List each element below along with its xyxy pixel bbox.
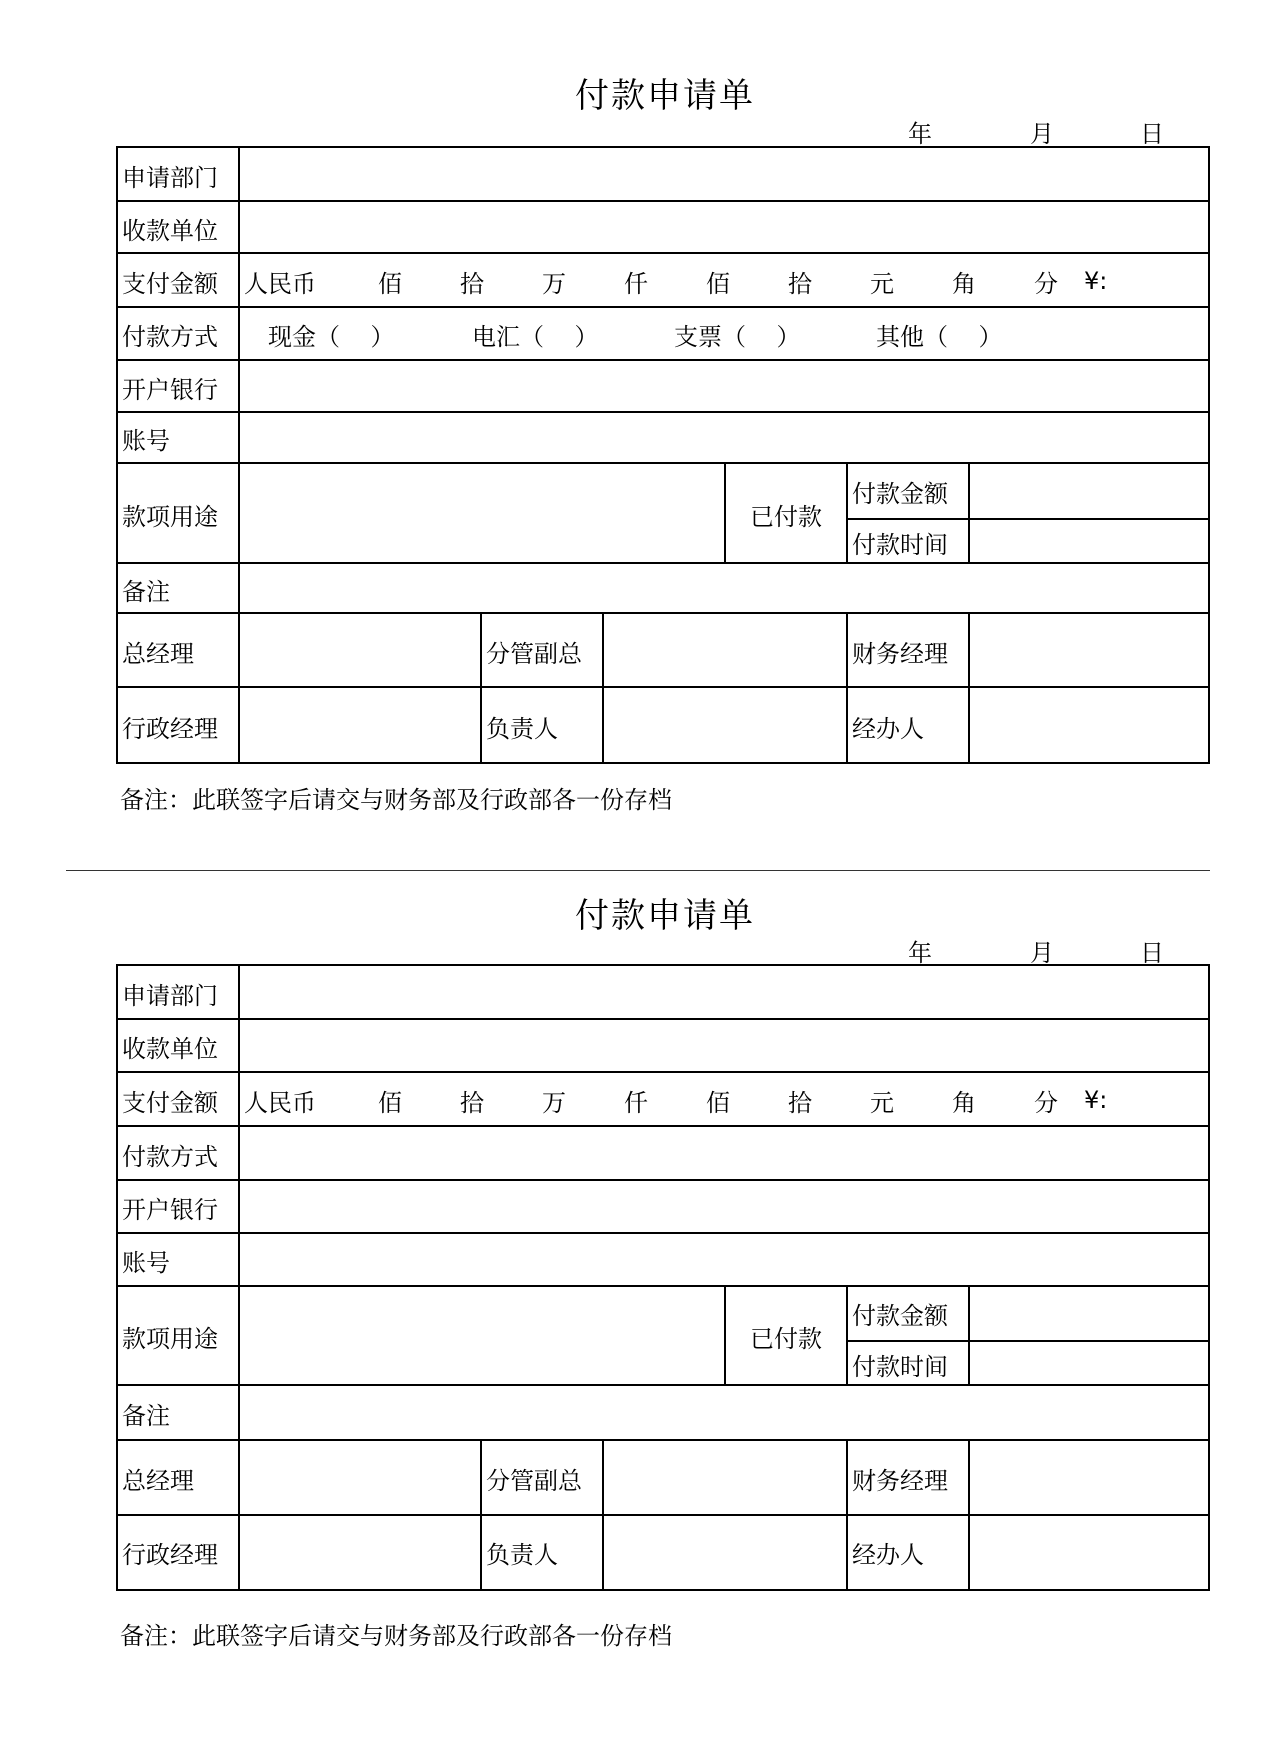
label-general-manager: 总经理	[122, 1467, 194, 1495]
label-remark: 备注	[122, 1402, 170, 1430]
label-account: 账号	[122, 1249, 170, 1277]
label-finance-manager: 财务经理	[852, 1467, 948, 1495]
label-paid: 已付款	[750, 1325, 822, 1353]
unit-shi: 拾	[788, 1088, 812, 1117]
label-bank: 开户银行	[122, 375, 218, 404]
row-department	[118, 966, 1208, 1020]
option-check[interactable]: 支票（ ）	[674, 323, 801, 351]
unit-rmb: 人民币	[244, 1088, 316, 1117]
label-department: 申请部门	[122, 981, 218, 1010]
remark-field[interactable]	[240, 1386, 1208, 1441]
payment-method-field[interactable]	[240, 1127, 1208, 1181]
row-purpose	[118, 462, 1208, 564]
admin-manager-signature[interactable]	[240, 688, 480, 764]
label-account: 账号	[122, 427, 170, 455]
row-signatures-1	[118, 1439, 1208, 1516]
label-remark: 备注	[122, 577, 170, 606]
label-finance-manager: 财务经理	[852, 639, 948, 668]
unit-shi: 拾	[788, 269, 812, 298]
row-signatures-1	[118, 612, 1208, 688]
option-other[interactable]: 其他（ ）	[876, 323, 1003, 351]
unit-yuan: 元	[870, 269, 894, 298]
form-table	[116, 964, 1210, 1591]
label-amount: 支付金额	[122, 269, 218, 298]
unit-qian: 仟	[624, 269, 648, 298]
unit-bai: 佰	[706, 1088, 730, 1117]
label-payment-method: 付款方式	[122, 323, 218, 351]
unit-jiao: 角	[952, 1088, 976, 1117]
row-purpose	[118, 1285, 1208, 1386]
footer-note: 备注：此联签字后请交与财务部及行政部各一份存档	[120, 786, 672, 814]
unit-jiao: 角	[952, 269, 976, 298]
unit-wan: 万	[542, 1088, 566, 1117]
label-handler: 经办人	[852, 714, 924, 743]
purpose-field[interactable]	[240, 464, 724, 564]
handler-signature[interactable]	[970, 1516, 1208, 1589]
label-payee: 收款单位	[122, 216, 218, 245]
row-signatures-2	[118, 686, 1208, 764]
unit-wan: 万	[542, 269, 566, 298]
paid-amount-field[interactable]	[970, 464, 1208, 518]
unit-bai: 佰	[706, 269, 730, 298]
date-day-label: 日	[1140, 939, 1164, 967]
option-cash[interactable]: 现金（ ）	[268, 323, 395, 351]
row-signatures-2	[118, 1514, 1208, 1589]
label-paid-amount: 付款金额	[852, 1302, 948, 1330]
purpose-field[interactable]	[240, 1287, 724, 1386]
amount-field[interactable]	[240, 254, 1208, 308]
amount-field[interactable]	[240, 1073, 1208, 1127]
bank-field[interactable]	[240, 361, 1208, 413]
unit-qian: 仟	[624, 1088, 648, 1117]
unit-bai-wan: 佰	[378, 269, 402, 298]
label-department: 申请部门	[122, 163, 218, 192]
payee-field[interactable]	[240, 1020, 1208, 1073]
paid-time-field[interactable]	[970, 1342, 1208, 1386]
label-person-in-charge: 负责人	[486, 714, 558, 743]
row-account	[118, 411, 1208, 464]
form-title: 付款申请单	[575, 76, 755, 116]
label-payment-method: 付款方式	[122, 1142, 218, 1171]
row-payee	[118, 1018, 1208, 1073]
paid-amount-field[interactable]	[970, 1287, 1208, 1340]
row-payment-method	[118, 306, 1208, 361]
date-year-label: 年	[908, 939, 932, 967]
admin-manager-signature[interactable]	[240, 1516, 480, 1589]
label-vice-president: 分管副总	[486, 639, 582, 668]
row-department	[118, 148, 1208, 202]
remark-field[interactable]	[240, 564, 1208, 614]
label-payee: 收款单位	[122, 1035, 218, 1063]
unit-shi-wan: 拾	[460, 269, 484, 298]
date-month-label: 月	[1030, 939, 1054, 967]
label-paid-time: 付款时间	[852, 530, 948, 559]
finance-manager-signature[interactable]	[970, 1441, 1208, 1516]
label-purpose: 款项用途	[122, 1325, 218, 1353]
label-person-in-charge: 负责人	[486, 1541, 558, 1569]
bank-field[interactable]	[240, 1181, 1208, 1234]
department-field[interactable]	[240, 148, 1208, 202]
label-admin-manager: 行政经理	[122, 714, 218, 743]
date-month-label: 月	[1030, 120, 1054, 148]
footer-note: 备注：此联签字后请交与财务部及行政部各一份存档	[120, 1622, 672, 1650]
label-amount: 支付金额	[122, 1088, 218, 1117]
unit-shi-wan: 拾	[460, 1088, 484, 1117]
label-purpose: 款项用途	[122, 502, 218, 531]
label-general-manager: 总经理	[122, 639, 194, 668]
row-amount	[118, 1071, 1208, 1127]
row-payee	[118, 200, 1208, 254]
label-bank: 开户银行	[122, 1196, 218, 1224]
row-payment-method	[118, 1125, 1208, 1181]
department-field[interactable]	[240, 966, 1208, 1020]
unit-yuan: 元	[870, 1088, 894, 1117]
yen-symbol: ¥:	[1084, 267, 1108, 295]
row-bank	[118, 1179, 1208, 1234]
label-paid-time: 付款时间	[852, 1352, 948, 1381]
finance-manager-signature[interactable]	[970, 614, 1208, 688]
handler-signature[interactable]	[970, 688, 1208, 764]
label-paid: 已付款	[750, 502, 822, 531]
yen-symbol: ¥:	[1084, 1086, 1108, 1114]
vice-president-signature[interactable]	[604, 1441, 846, 1516]
payee-field[interactable]	[240, 202, 1208, 254]
label-paid-amount: 付款金额	[852, 479, 948, 508]
row-amount	[118, 252, 1208, 308]
date-year-label: 年	[908, 120, 932, 148]
row-remark	[118, 1384, 1208, 1441]
paid-time-field[interactable]	[970, 520, 1208, 564]
row-remark	[118, 562, 1208, 614]
unit-rmb: 人民币	[244, 269, 316, 298]
account-field[interactable]	[240, 413, 1208, 464]
form-table	[116, 146, 1210, 764]
general-manager-signature[interactable]	[240, 1441, 480, 1516]
payment-method-field	[240, 308, 1208, 361]
form-separator	[66, 870, 1210, 871]
unit-fen: 分	[1034, 269, 1058, 298]
person-in-charge-signature[interactable]	[604, 1516, 846, 1589]
row-account	[118, 1232, 1208, 1287]
date-day-label: 日	[1140, 120, 1164, 148]
unit-bai-wan: 佰	[378, 1088, 402, 1117]
vice-president-signature[interactable]	[604, 614, 846, 688]
unit-fen: 分	[1034, 1088, 1058, 1117]
label-admin-manager: 行政经理	[122, 1541, 218, 1569]
label-vice-president: 分管副总	[486, 1467, 582, 1495]
option-wire-transfer[interactable]: 电汇（ ）	[472, 323, 599, 351]
general-manager-signature[interactable]	[240, 614, 480, 688]
account-field[interactable]	[240, 1234, 1208, 1287]
row-bank	[118, 359, 1208, 413]
label-handler: 经办人	[852, 1541, 924, 1569]
form-title: 付款申请单	[575, 896, 755, 936]
person-in-charge-signature[interactable]	[604, 688, 846, 764]
